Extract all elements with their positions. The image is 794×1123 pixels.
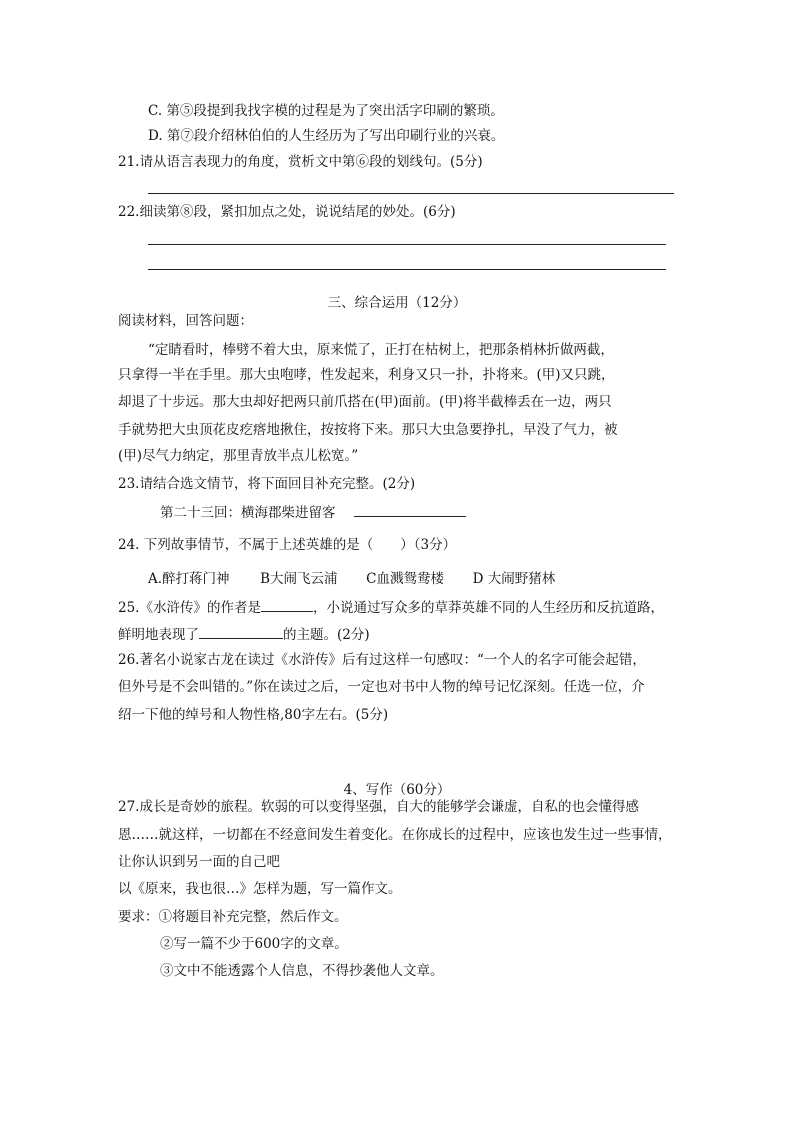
passage-line-3: 却退了十步远。那大虫却好把两只前爪搭在(甲)面前。(甲)将半截棒丢在一边，两只 xyxy=(118,394,612,410)
question-22: 22.细读第⑧段，紧扣加点之处，说说结尾的妙处。(6分) xyxy=(118,204,456,220)
question-25-part1: 25.《水浒传》的作者是 xyxy=(118,600,261,616)
answer-line-21[interactable] xyxy=(148,193,674,194)
option-a: A.醉打蒋门神 xyxy=(148,571,230,587)
answer-line-22-2[interactable] xyxy=(148,269,666,270)
question-26-line-3: 绍一下他的绰号和人物性格,80字左右。(5分) xyxy=(118,707,389,723)
question-23-item-text: 第二十三回：横海郡柴进留客 xyxy=(160,505,336,521)
answer-line-22-1[interactable] xyxy=(148,244,666,245)
writing-prompt-line-1: 27.成长是奇妙的旅程。软弱的可以变得坚强，自大的能够学会谦虚，自私的也会懂得感 xyxy=(118,799,639,815)
question-26-line-1: 26.著名小说家古龙在读过《水浒传》后有过这样一句感叹：“一个人的名字可能会起错， xyxy=(118,652,646,668)
requirement-1: ①将题目补充完整，然后作文。 xyxy=(158,909,348,925)
question-23: 23.请结合选文情节，将下面回目补充完整。(2分) xyxy=(118,476,416,492)
question-24: 24. 下列故事情节，不属于上述英雄的是（ ）（3分） xyxy=(118,537,457,553)
answer-blank-25-author[interactable] xyxy=(261,597,313,612)
question-25-part2: ，小说通过写众多的草莽英雄不同的人生经历和反抗道路， xyxy=(312,600,664,616)
option-b: B大闹飞云浦 xyxy=(260,571,338,587)
question-21: 21.请从语言表现力的角度，赏析文中第⑥段的划线句。(5分) xyxy=(118,154,483,170)
passage-line-4: 手就势把大虫顶花皮疙瘩地揪住，按按将下来。那只大虫急要挣扎，早没了气力，被 xyxy=(118,422,618,438)
section-3-intro: 阅读材料，回答问题： xyxy=(118,313,253,329)
requirements-label: 要求： xyxy=(118,909,159,925)
requirement-2: ②写一篇不少于600字的文章。 xyxy=(160,936,348,952)
option-d: D 大闹野猪林 xyxy=(472,571,556,587)
option-c: C血溅鸳鸯楼 xyxy=(366,571,444,587)
requirement-1-line xyxy=(118,908,348,926)
question-25-part4: 的主题。(2分) xyxy=(283,627,370,643)
requirement-3: ③文中不能透露个人信息，不得抄袭他人文章。 xyxy=(160,963,444,979)
passage-line-2: 只拿得一半在手里。那大虫咆哮，性发起来，利身又只一扑，扑将来。(甲)又只跳， xyxy=(118,367,615,383)
option-c: C. 第⑤段提到我找字模的过程是为了突出活字印刷的繁琐。 xyxy=(148,103,504,119)
writing-prompt-line-4: 以《原来，我也很…》怎样为题，写一篇作文。 xyxy=(118,881,402,897)
question-26-line-2: 但外号是不会叫错的。”你在读过之后，一定也对书中人物的绰号记忆深刻。任选一位，介 xyxy=(118,679,645,695)
question-23-item xyxy=(160,502,466,522)
answer-blank-23[interactable] xyxy=(354,502,466,517)
question-24-options xyxy=(148,570,555,588)
passage-line-5: (甲)尽气力纳定，那里青放半点儿松宽。” xyxy=(118,448,359,464)
passage-line-1: “定睛看时，棒劈不着大虫，原来慌了，正打在枯树上，把那条梢林折做两截， xyxy=(148,342,614,358)
option-d: D. 第⑦段介绍林伯伯的人生经历为了写出印刷行业的兴衰。 xyxy=(148,128,505,144)
section-4-title: 4、写作（60分） xyxy=(343,782,451,798)
section-3-title: 三、综合运用（12分） xyxy=(327,295,467,311)
question-25-line-1 xyxy=(118,597,664,617)
writing-prompt-line-2: 恩……就这样，一切都在不经意间发生着变化。在你成长的过程中，应该也发生过一些事情， xyxy=(118,827,672,843)
writing-prompt-line-3: 让你认识到另一面的自己吧 xyxy=(118,854,280,870)
answer-blank-25-theme[interactable] xyxy=(199,624,283,639)
question-25-part3: 鲜明地表现了 xyxy=(118,627,199,643)
question-25-line-2 xyxy=(118,624,370,644)
